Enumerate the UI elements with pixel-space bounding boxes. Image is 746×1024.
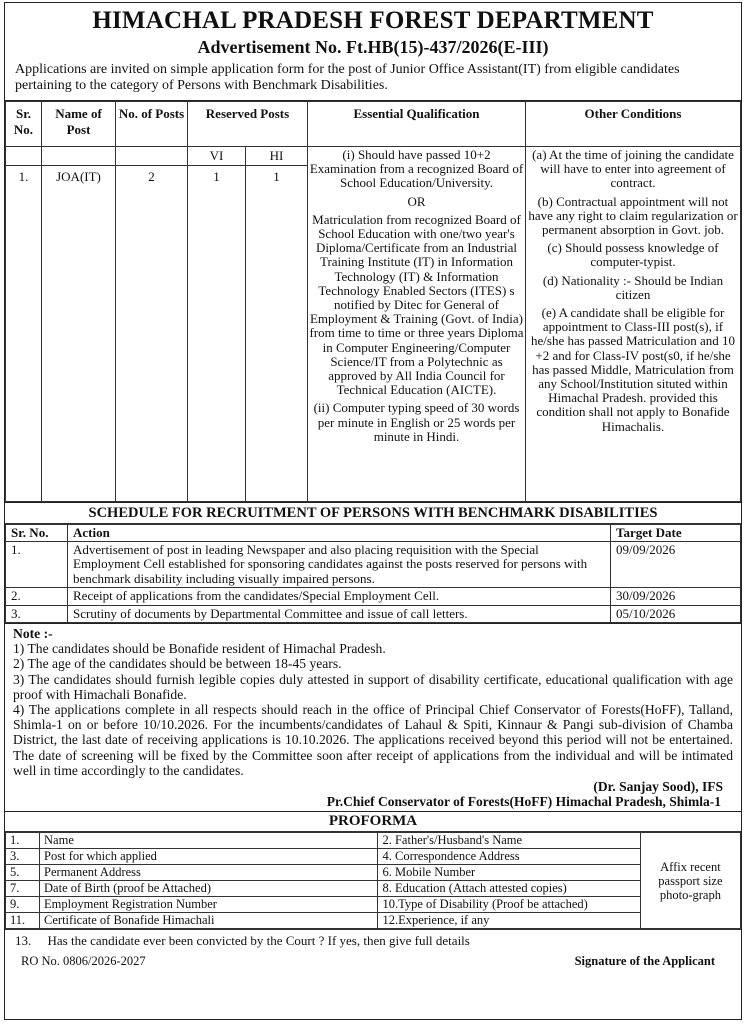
schedule-header-action: Action xyxy=(68,525,611,542)
header-no-of-posts: No. of Posts xyxy=(116,102,188,147)
qualification-ii: (ii) Computer typing speed of 30 words per minute in English or 25 words per minute in Hindi. xyxy=(313,400,520,444)
question-13 xyxy=(5,929,741,952)
note-item: 4) The applications complete in all respects should reach in the office of Principal Chief Conservator of Forests(HoFF), Talland, Shimla-1 on or before 10/10.2026. For the incumbents/candidates of Lahaul & Spiti, Kinnaur & Pangi sub-division of Chamba District, the last date of receiving applications is 10.10.2026. The applications received beyond this period will not be entertained. The date of screening will be fixed by the Committee soon after receipt of applications from the individual and will be intimated well in time accordingly to the candidates. xyxy=(13,702,733,778)
condition-b: (b) Contractual appointment will not have any right to claim regularization or permanent absorption in Govt. job. xyxy=(528,193,738,238)
note-item: 3) The candidates should furnish legible copies duly attested in support of disability certificate, educational qualification with age proof with Himachali Bonafide. xyxy=(13,671,733,702)
proforma-table xyxy=(5,832,741,929)
note-item: 1) The candidates should be Bonafide resident of Himachal Pradesh. xyxy=(13,641,386,657)
signatory-name: (Dr. Sanjay Sood), IFS xyxy=(593,779,723,795)
conditions-cell xyxy=(526,147,741,502)
schedule-header-date: Target Date xyxy=(611,525,741,542)
question-13-number: 13. xyxy=(15,933,32,949)
header-name-of-post: Name of Post xyxy=(42,102,116,147)
signatory-designation: Pr.Chief Conservator of Forests(HoFF) Himachal Pradesh, Shimla-1 xyxy=(326,794,721,810)
header-reserved-posts: Reserved Posts xyxy=(188,102,308,147)
notes-heading: Note :- xyxy=(13,626,53,641)
note-item: 2) The age of the candidates should be between 18-45 years. xyxy=(13,656,342,672)
advertisement-page xyxy=(4,2,742,1020)
row-no-of-posts: 2 xyxy=(116,166,188,502)
schedule-row: 1. Advertisement of post in leading Newspaper and also placing requisition with the Special Employment Cell established for sponsoring candidates against the posts reserved for persons with benchmark disability including visually impaired persons. 09/09/2026 xyxy=(6,541,741,588)
condition-d: (d) Nationality :- Should be Indian citizen xyxy=(542,272,724,302)
notes-section xyxy=(5,623,741,811)
advertisement-number: Advertisement No. Ft.HB(15)-437/2026(E-III) xyxy=(197,37,549,57)
department-title: HIMACHAL PRADESH FOREST DEPARTMENT xyxy=(92,7,654,34)
schedule-header-sr: Sr. No. xyxy=(6,525,68,542)
qualification-i: (i) Should have passed 10+2 Examination from a recognized Board of School Education/University. xyxy=(309,147,524,191)
proforma-row: 1. Name 2. Father's/Husband's Name Affix recent passport size photo-graph xyxy=(6,833,741,849)
footer xyxy=(5,952,741,969)
proforma-row: 9. Employment Registration Number 10.Type of Disability (Proof be attached) xyxy=(6,897,741,913)
row-hi: 1 xyxy=(246,166,308,502)
header-essential-qualification: Essential Qualification xyxy=(308,102,526,147)
condition-c: (c) Should possess knowledge of computer-typist. xyxy=(547,240,719,270)
row-vi: 1 xyxy=(188,166,246,502)
proforma-row: 5. Permanent Address 6. Mobile Number xyxy=(6,865,741,881)
proforma-title: PROFORMA xyxy=(5,811,741,832)
row-name-of-post: JOA(IT) xyxy=(42,166,116,502)
qualification-cell xyxy=(308,147,526,502)
intro-paragraph: Applications are invited on simple application form for the post of Junior Office Assistant(IT) from eligible candidates pertaining to the category of Persons with Benchmark Disabilities. xyxy=(5,58,741,101)
header-sr-no: Sr. No. xyxy=(6,102,42,147)
row-sr-no: 1. xyxy=(6,166,42,502)
header-other-conditions: Other Conditions xyxy=(526,102,741,147)
header-vi: VI xyxy=(188,147,246,166)
condition-a: (a) At the time of joining the candidate will have to enter into agreement of contract. xyxy=(532,147,734,191)
qualification-matriculation: Matriculation from recognized Board of School Education with one/two year's Diploma/Certificate from an Industrial Training Institute (IT) in Information Technology (IT) & Information Technology Enabled Sectors (ITES) s notified by Ditec for General of Employment & Training (Govt. of India) from time to time or three years Diploma in Computer Engineering/Computer Science/IT from a Polytechnic as approved by All India Council for Technical Education (AICTE). xyxy=(309,211,524,398)
schedule-table xyxy=(5,524,741,623)
schedule-row: 3. Scrutiny of documents by Departmental Committee and issue of call letters. 05/10/2026 xyxy=(6,605,741,623)
condition-e: (e) A candidate shall be eligible for appointment to Class-III post(s), if he/she has passed Matriculation and 10 +2 and for Class-IV post(s0, if he/she has passed Middle, Matriculation from any School/Institution situted within Himachal Pradesh. provided this condition shall not apply to Bonafide Himachalis. xyxy=(531,305,735,434)
photo-box: Affix recent passport size photo-graph xyxy=(640,833,740,929)
schedule-row: 2. Receipt of applications from the candidates/Special Employment Cell. 30/09/2026 xyxy=(6,588,741,606)
question-13-text: Has the candidate ever been convicted by the Court ? If yes, then give full details xyxy=(47,933,470,949)
ro-number: RO No. 0806/2026-2027 xyxy=(21,954,146,969)
applicant-signature: Signature of the Applicant xyxy=(574,954,715,969)
posts-table xyxy=(5,101,741,502)
header-hi: HI xyxy=(246,147,308,166)
schedule-title: SCHEDULE FOR RECRUITMENT OF PERSONS WITH BENCHMARK DISABILITIES xyxy=(5,502,741,524)
qualification-or: OR xyxy=(407,193,426,209)
proforma-row: 3. Post for which applied 4. Correspondence Address xyxy=(6,849,741,865)
proforma-row: 7. Date of Birth (proof be Attached) 8. Education (Attach attested copies) xyxy=(6,881,741,897)
proforma-row: 11. Certificate of Bonafide Himachali 12.Experience, if any xyxy=(6,913,741,929)
